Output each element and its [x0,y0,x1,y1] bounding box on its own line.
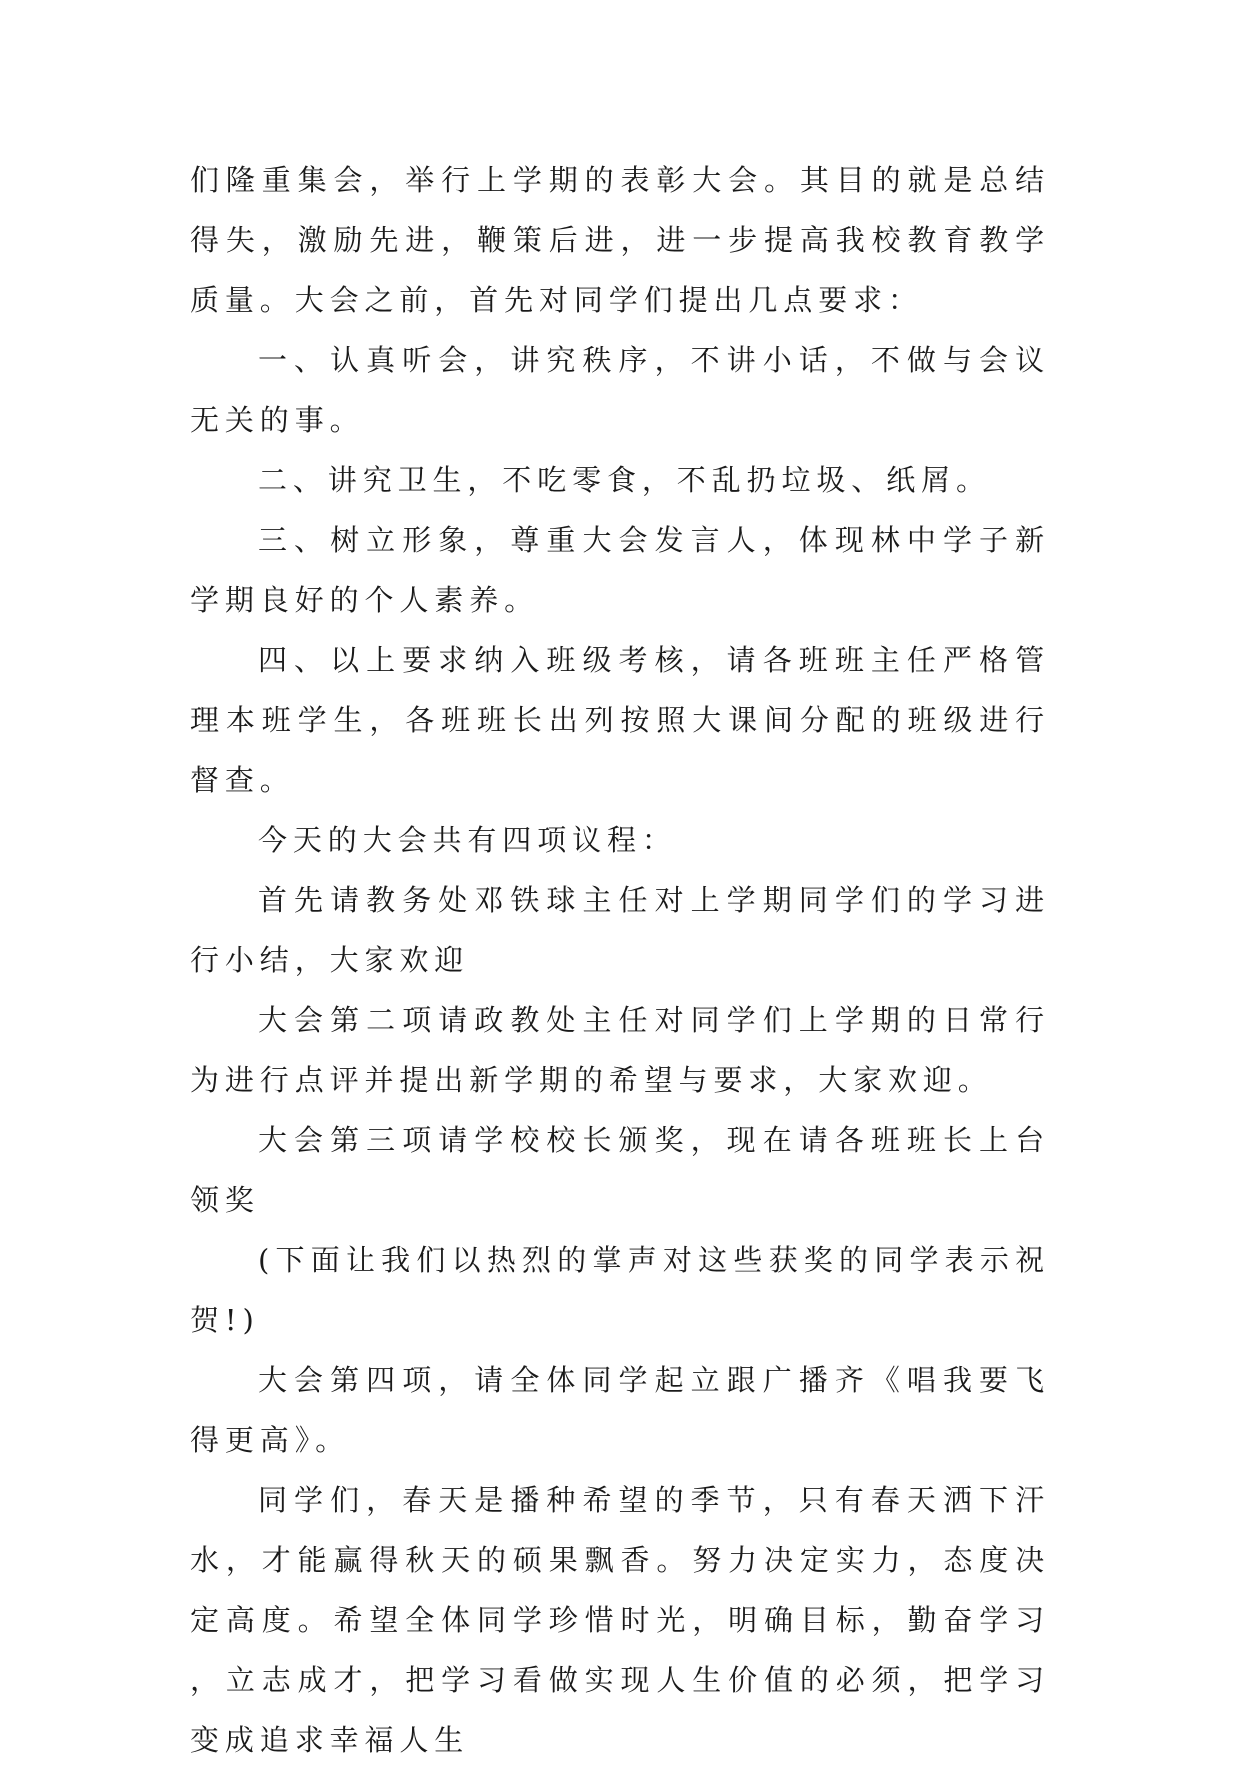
paragraph-requirement-2: 二、讲究卫生，不吃零食，不乱扔垃圾、纸屑。 [258,463,991,497]
paragraph-closing: 同学们，春天是播种希望的季节，只有春天洒下汗水，才能赢得秋天的硕果飘香。努力决定实力，态度决定高度。希望全体同学珍惜时光，明确目标，勤奋学习，立志成才，把学习看做实现人生价值的必须，把学习变成追求幸福人生 [190,1483,1050,1757]
document-body [190,150,1050,1770]
paragraph-applause-note: (下面让我们以热烈的掌声对这些获奖的同学表示祝贺!) [190,1243,1050,1337]
paragraph-requirement-1: 一、认真听会，讲究秩序，不讲小话，不做与会议无关的事。 [190,343,1050,437]
paragraph-agenda-4: 大会第四项，请全体同学起立跟广播齐《唱我要飞得更高》。 [190,1363,1050,1457]
paragraph-requirement-3: 三、树立形象，尊重大会发言人，体现林中学子新学期良好的个人素养。 [190,523,1050,617]
paragraph-requirement-4: 四、以上要求纳入班级考核，请各班班主任严格管理本班学生，各班班长出列按照大课间分配的班级进行督查。 [190,643,1050,797]
paragraph-opening: 们隆重集会，举行上学期的表彰大会。其目的就是总结得失，激励先进，鞭策后进，进一步提高我校教育教学质量。大会之前，首先对同学们提出几点要求： [190,163,1050,317]
paragraph-agenda-3: 大会第三项请学校校长颁奖，现在请各班班长上台领奖 [190,1123,1050,1217]
paragraph-agenda-1: 首先请教务处邓铁球主任对上学期同学们的学习进行小结，大家欢迎 [190,883,1050,977]
paragraph-agenda-2: 大会第二项请政教处主任对同学们上学期的日常行为进行点评并提出新学期的希望与要求，大家欢迎。 [190,1003,1050,1097]
paragraph-agenda-intro: 今天的大会共有四项议程： [258,823,677,857]
